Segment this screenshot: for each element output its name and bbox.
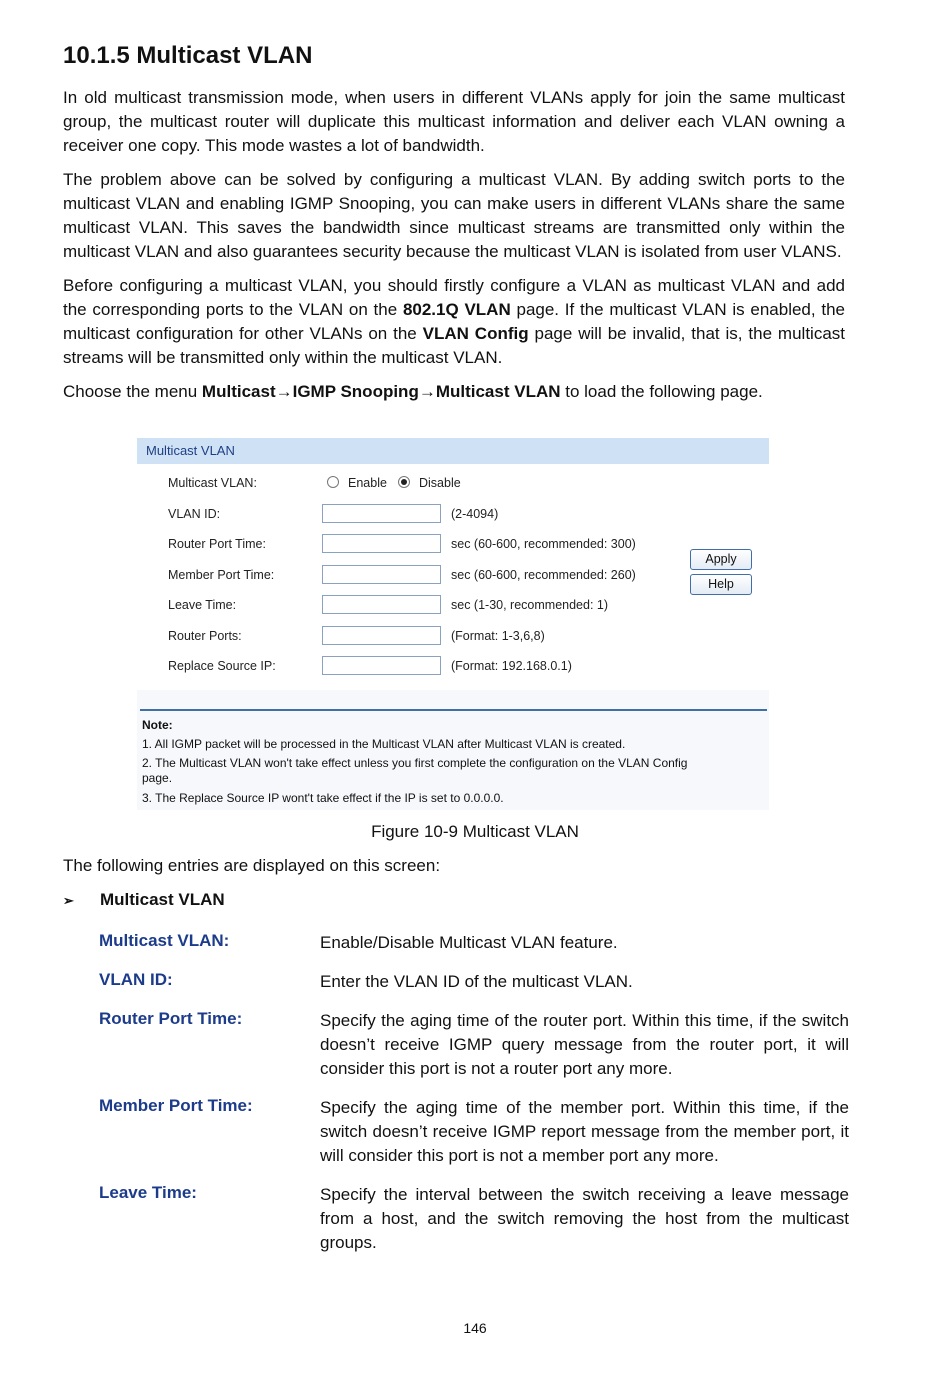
desc-vlan-id: Enter the VLAN ID of the multicast VLAN. [320,972,633,991]
paragraph-4-text-1: Choose the menu [63,382,202,401]
paragraph-3-text-1: Before configuring a multicast VLAN, you should firstly configure a VLAN as multicast VLAN and add the corresponding ports to the VLAN on the [63,276,845,319]
desc-leave-time: Specify the interval between the switch receiving a leave message from a host, and the switch removing the host from the multicast groups. [320,1185,849,1252]
term-member-port-time: Member Port Time: [99,1096,253,1115]
leave-time-hint: sec (1-30, recommended: 1) [451,598,609,612]
disable-radio[interactable] [398,476,410,488]
disable-label: Disable [419,476,461,490]
vlan-id-label: VLAN ID: [168,507,221,521]
figure-caption: Figure 10-9 Multicast VLAN [371,822,579,841]
multicast-vlan-screenshot [137,438,769,810]
leave-time-label: Leave Time: [168,598,237,612]
router-ports-input[interactable] [322,626,441,645]
note-2: 2. The Multicast VLAN won't take effect unless you first complete the configuration on the VLAN Config [142,756,688,770]
vlan-id-row [137,503,769,527]
term-vlan-id: VLAN ID: [99,970,173,989]
help-button[interactable]: Help [690,574,752,595]
desc-router-port-time: Specify the aging time of the router port. Within this time, if the switch doesn’t receive IGMP query message from the router port, it will consider this port is not a router port any more. [320,1011,849,1078]
router-ports-hint: (Format: 1-3,6,8) [451,629,545,643]
panel-header [137,438,769,464]
paragraph-4-text-2: to load the following page. [560,382,763,401]
term-multicast-vlan: Multicast VLAN: [99,931,230,950]
replace-source-ip-label: Replace Source IP: [168,659,276,673]
member-port-time-label: Member Port Time: [168,568,275,582]
desc-member-port-time: Specify the aging time of the member port. Within this time, if the switch doesn’t receive IGMP report message from the member port, it will consider this port is not a member port any more. [320,1098,849,1165]
note-title: Note: [142,718,173,732]
apply-button[interactable]: Apply [690,549,752,570]
router-port-time-hint: sec (60-600, recommended: 300) [451,537,636,551]
replace-source-ip-input[interactable] [322,656,441,675]
router-port-time-row [137,533,769,557]
note-3: 3. The Replace Source IP wont't take effect if the IP is set to 0.0.0.0. [142,791,504,805]
replace-source-ip-row [137,655,769,679]
paragraph-2: The problem above can be solved by configuring a multicast VLAN. By adding switch ports to the multicast VLAN and enabling IGMP Snooping, you can make users in different VLANs share the same multicast VLAN. This saves the bandwidth since multicast streams are transmitted only within the multicast VLAN and also guarantees security because the multicast VLAN is isolated from user VLANS. [63,170,845,261]
paragraph-3-text-3: page will be invalid, that is, the multicast streams will be transmitted only within the multicast VLAN. [63,324,845,367]
member-port-time-hint: sec (60-600, recommended: 260) [451,568,636,582]
term-router-port-time: Router Port Time: [99,1009,243,1028]
desc-multicast-vlan: Enable/Disable Multicast VLAN feature. [320,933,618,952]
leave-time-input[interactable] [322,595,441,614]
note-2-cont: page. [142,771,173,785]
multicast-vlan-label: Multicast VLAN: [168,476,257,490]
document-body [63,40,845,414]
note-divider [140,709,767,711]
member-port-time-row [137,564,769,588]
section-title: Multicast VLAN [100,890,225,909]
leave-time-row [137,594,769,618]
term-leave-time: Leave Time: [99,1183,197,1202]
vlan-id-input[interactable] [322,504,441,523]
page-number: 146 [463,1320,487,1336]
paragraph-3 [63,274,845,370]
member-port-time-input[interactable] [322,565,441,584]
paragraph-1: In old multicast transmission mode, when users in different VLANs apply for join the same multicast group, the multicast router will duplicate this multicast information and deliver each VLAN owning a receiver one copy. This mode wastes a lot of bandwidth. [63,88,845,155]
section-multicast-vlan [63,890,225,910]
link-8021q-vlan: 802.1Q VLAN [402,300,511,319]
enable-radio[interactable] [327,476,339,488]
panel-title: Multicast VLAN [146,443,235,458]
router-port-time-input[interactable] [322,534,441,553]
menu-path: Multicast→IGMP Snooping→Multicast VLAN [201,382,561,401]
replace-source-ip-hint: (Format: 192.168.0.1) [451,659,572,673]
router-ports-row [137,625,769,649]
note-1: 1. All IGMP packet will be processed in the Multicast VLAN after Multicast VLAN is created. [142,737,626,751]
vlan-id-hint: (2-4094) [451,507,499,521]
router-ports-label: Router Ports: [168,629,242,643]
entries-intro: The following entries are displayed on this screen: [63,856,441,875]
paragraph-3-text-2: page. If the multicast VLAN is enabled, the multicast configuration for other VLANs on the [63,300,845,343]
link-vlan-config: VLAN Config [422,324,529,343]
paragraph-4 [63,380,845,404]
bullet-arrow-icon: ➢ [63,893,74,908]
enable-label: Enable [348,476,387,490]
router-port-time-label: Router Port Time: [168,537,266,551]
section-heading: 10.1.5 Multicast VLAN [63,42,313,69]
multicast-vlan-row [137,472,769,496]
